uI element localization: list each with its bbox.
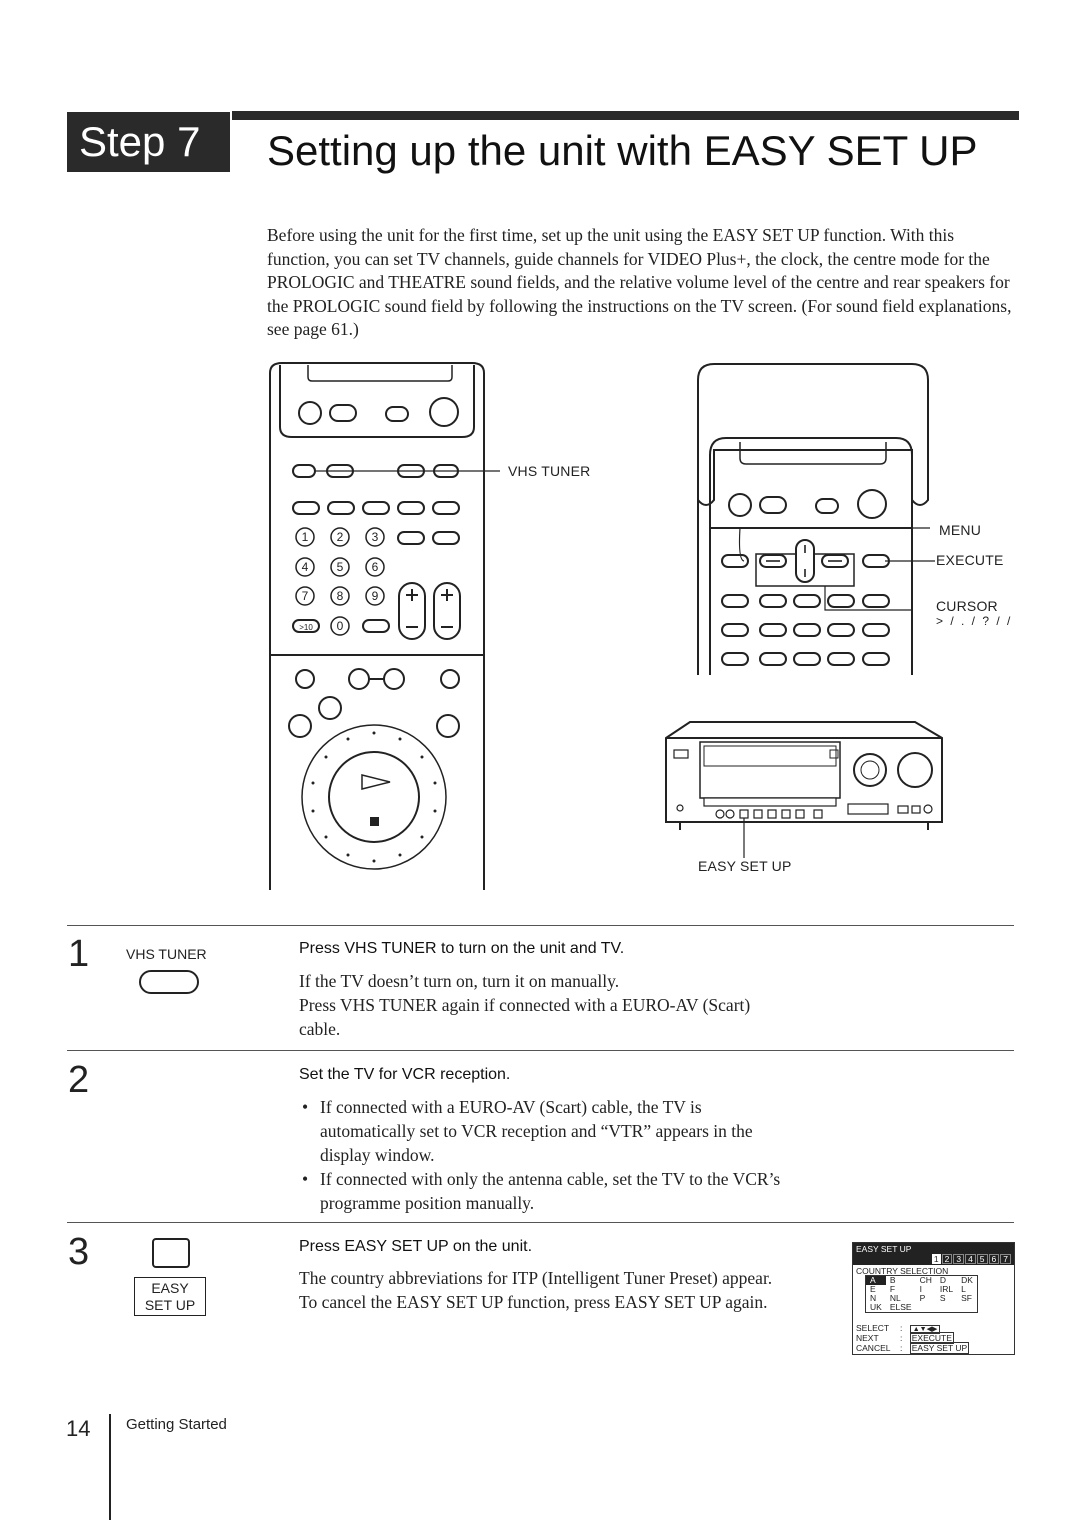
screen-next-label: NEXT bbox=[856, 1333, 879, 1343]
remote-key: 1 bbox=[301, 530, 309, 544]
remote-key: 2 bbox=[336, 530, 344, 544]
remote-key: 4 bbox=[301, 560, 309, 574]
intro-paragraph: Before using the unit for the first time, set up the unit using the EASY SET UP function. With this function, you can set TV channels, guide channels for VIDEO Plus+, the clock, the centre mode for the PROLOGIC and THEATRE sound fields, and the relative volume level of the centre and rear speakers for the PROLOGIC sound field by following the instructions on the TV screen. (For sound field explanations, see page 61.) bbox=[267, 225, 1012, 340]
screen-page: 4 bbox=[965, 1254, 976, 1264]
screen-sep: : bbox=[900, 1333, 903, 1343]
remote-control-illustration bbox=[260, 355, 500, 890]
screen-next-value: EXECUTE bbox=[911, 1333, 952, 1343]
step-number: 1 bbox=[68, 933, 90, 975]
remote-key: 5 bbox=[336, 560, 344, 574]
remote-key: 8 bbox=[336, 589, 344, 603]
step-body bbox=[299, 1266, 799, 1314]
cursor-symbols: > / . / ? / / bbox=[936, 614, 1013, 628]
screen-page: 3 bbox=[953, 1254, 964, 1264]
screen-page: 5 bbox=[977, 1254, 988, 1264]
easy-set-up-label: EASY SET UP bbox=[698, 858, 792, 874]
screen-page: 2 bbox=[942, 1254, 953, 1264]
step-number: 3 bbox=[68, 1231, 90, 1273]
vhs-tuner-button-icon bbox=[139, 970, 199, 994]
remote-key: 7 bbox=[301, 589, 309, 603]
country-cell: CH bbox=[919, 1275, 932, 1285]
menu-label: MENU bbox=[939, 522, 982, 538]
step-body-line: The country abbreviations for ITP (Intelligent Tuner Preset) appear. bbox=[299, 1268, 773, 1288]
page-title: Setting up the unit with EASY SET UP bbox=[267, 127, 978, 174]
easy-set-up-key-label bbox=[134, 1277, 206, 1316]
easy-set-up-button-icon bbox=[152, 1238, 190, 1268]
step-heading: Press EASY SET UP on the unit. bbox=[299, 1238, 533, 1255]
country-table bbox=[865, 1275, 978, 1313]
screen-sep: : bbox=[900, 1323, 903, 1333]
country-cell: D bbox=[939, 1275, 946, 1285]
remote-key: 3 bbox=[371, 530, 379, 544]
easy-key-line: EASY bbox=[151, 1280, 189, 1296]
screen-cancel-row bbox=[856, 1343, 969, 1353]
step-divider bbox=[67, 1050, 1014, 1051]
screen-cancel-value: EASY SET UP bbox=[911, 1343, 968, 1353]
country-cell: P bbox=[919, 1293, 926, 1303]
step-divider bbox=[67, 1222, 1014, 1223]
step-body-line: If the TV doesn’t turn on, turn it on manually. bbox=[299, 971, 620, 991]
footer-section: Getting Started bbox=[126, 1416, 227, 1433]
step-body bbox=[299, 969, 769, 1041]
step-heading: Press VHS TUNER to turn on the unit and TV. bbox=[299, 940, 625, 957]
screen-page-indicators bbox=[932, 1254, 1011, 1264]
country-cell: DK bbox=[961, 1275, 973, 1285]
remote-key: >10 bbox=[299, 623, 313, 632]
country-cell: B bbox=[889, 1275, 896, 1285]
vhs-tuner-label: VHS TUNER bbox=[508, 463, 591, 479]
remote-key: 9 bbox=[371, 589, 379, 603]
screen-header bbox=[853, 1243, 1014, 1265]
step-bullets bbox=[300, 1095, 790, 1215]
footer-divider bbox=[109, 1414, 111, 1520]
screen-page: 6 bbox=[989, 1254, 1000, 1264]
step-divider bbox=[67, 925, 1014, 926]
step-heading: Set the TV for VCR reception. bbox=[299, 1066, 511, 1083]
screen-section: COUNTRY SELECTION bbox=[856, 1266, 949, 1276]
country-cell: ELSE bbox=[889, 1302, 912, 1312]
screen-select-label: SELECT bbox=[856, 1323, 890, 1333]
remote-key: 0 bbox=[336, 619, 344, 633]
country-cell: I bbox=[919, 1284, 922, 1294]
remote-key: 6 bbox=[371, 560, 379, 574]
country-cell-selected: A bbox=[866, 1276, 886, 1286]
vhs-tuner-button-label: VHS TUNER bbox=[126, 946, 207, 962]
header-rule bbox=[232, 111, 1019, 120]
screen-page: 7 bbox=[1000, 1254, 1011, 1264]
tv-screen-display bbox=[852, 1242, 1015, 1355]
country-cell: F bbox=[889, 1284, 896, 1294]
screen-title: EASY SET UP bbox=[856, 1244, 912, 1254]
easy-key-line: SET UP bbox=[144, 1297, 196, 1313]
step-bullet: • If connected with only the antenna cable, set the TV to the VCR’s programme position manually. bbox=[300, 1167, 790, 1215]
step-body-line: Press VHS TUNER again if connected with a EURO-AV (Scart) cable. bbox=[299, 995, 751, 1039]
country-cell: SF bbox=[961, 1293, 972, 1303]
receiver-unit-illustration bbox=[660, 718, 950, 858]
step-body-line: To cancel the EASY SET UP function, press EASY SET UP again. bbox=[299, 1292, 768, 1312]
country-cell: L bbox=[961, 1284, 966, 1294]
remote-lid-illustration bbox=[680, 360, 940, 680]
country-cell: N bbox=[870, 1293, 877, 1303]
screen-sep: : bbox=[900, 1343, 903, 1353]
arrow-keys-icon: ▲▼◀▶ bbox=[910, 1325, 941, 1334]
country-cell: IRL bbox=[939, 1284, 954, 1294]
screen-cancel-label: CANCEL bbox=[856, 1343, 891, 1353]
country-cell: S bbox=[939, 1293, 946, 1303]
country-cell: E bbox=[870, 1284, 876, 1294]
step-number: 2 bbox=[68, 1059, 90, 1101]
page-number: 14 bbox=[66, 1416, 91, 1441]
execute-label: EXECUTE bbox=[936, 552, 1004, 568]
step-bullet: • If connected with a EURO-AV (Scart) cable, the TV is automatically set to VCR reception and “VTR” appears in the display window. bbox=[300, 1095, 790, 1167]
step-label: Step 7 bbox=[67, 112, 230, 172]
country-cell: UK bbox=[870, 1302, 882, 1312]
cursor-label: CURSOR bbox=[936, 598, 998, 614]
country-cell: NL bbox=[889, 1293, 901, 1303]
screen-page-active: 1 bbox=[933, 1254, 939, 1264]
